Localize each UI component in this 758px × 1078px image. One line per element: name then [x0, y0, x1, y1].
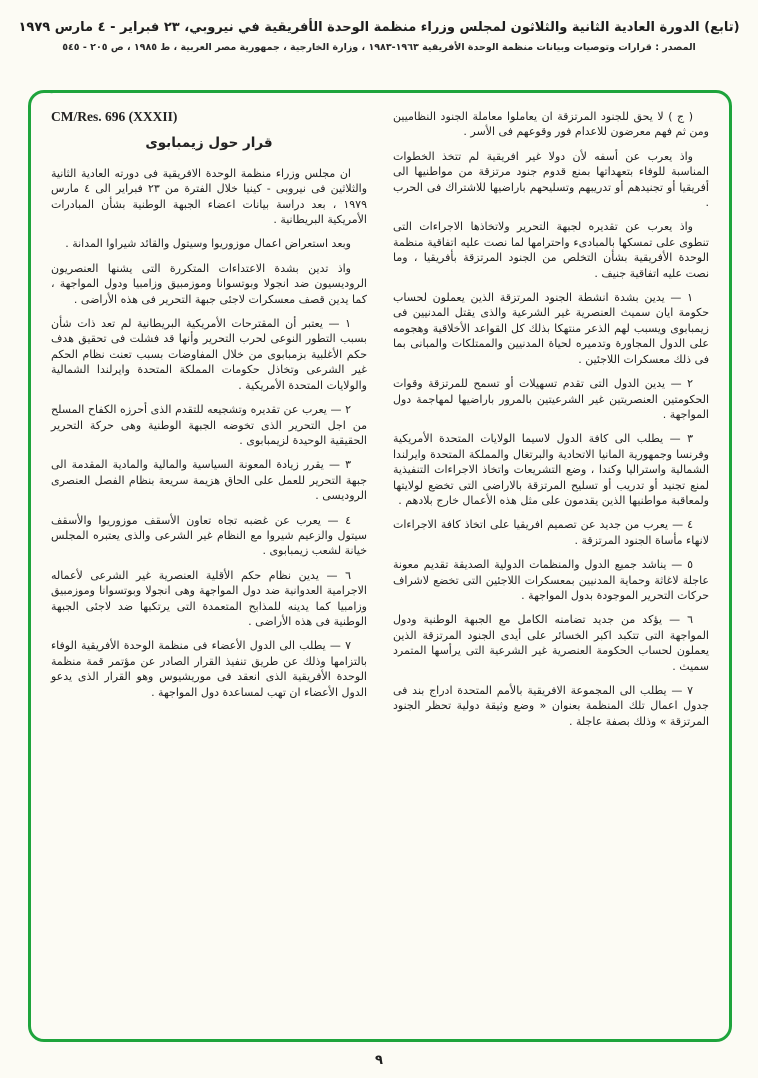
source-citation: المصدر : قرارات وتوصيات وبيانات منظمة الوحدة الأفريقية ١٩٦٣-١٩٨٣ ، وزارة الخارجية ، جمهورية مصر العربية ، ط ١٩٨٥ ، ص ٢٠٥ - ٥٤٥ — [62, 42, 696, 53]
document-frame — [28, 90, 732, 1042]
resolution-id: CM/Res. 696 (XXXII) — [51, 109, 178, 124]
paragraph: ٧ — يطلب الى الدول الأعضاء فى منظمة الوحدة الأفريقية الوفاء بالتزامها وذلك عن طريق تنفيذ القرار الصادر عن مؤتمر قمة منظمة الوحدة الأفريقية الذى انعقد فى موريشيوس وهو القرار الذى يدعو الدول الأعضاء ان تهب لمساعدة دول المواجهة . — [51, 639, 367, 699]
paragraph: ٢ — يعرب عن تقديره وتشجيعه للتقدم الذى أحرزه الكفاح المسلح من اجل التحرير الذى تخوضه الجبهة الوطنية وهى حركة التحرير الحقيقية الوحيدة لزيمبابوى . — [51, 403, 367, 447]
paragraph: واذ يعرب عن أسفه لأن دولا غير افريقية لم تتخذ الخطوات المناسبة للوفاء بتعهداتها بمنع قدوم جنود مرتزقة من مواطنيها الى أفريقيا أو تجنيدهم أو تدريبهم وتسليحهم باراضيها للاشتراك فى الحرب . — [393, 149, 709, 210]
paragraph: ٧ — يطلب الى المجموعة الافريقية بالأمم المتحدة ادراج بند فى جدول اعمال تلك المنظمة بعنوان « وضع وثيقة دولية تحظر الجنود المرتزقة » وذلك بصفة عاجلة . — [393, 684, 709, 728]
column-zimbabwe-resolution — [51, 109, 367, 1029]
paragraph: ٦ — يؤكد من جديد تضامنه الكامل مع الجبهة الوطنية ودول المواجهة التى تتكبد اكبر الخسائر على أيدى الجنود المرتزقة الذين يعملون لحساب الحكومة العنصرية غير الشرعية التى يرأسها المتمرد سميث . — [393, 613, 709, 673]
paragraph: ( ج ) لا يحق للجنود المرتزقة ان يعاملوا معاملة الجنود النظاميين ومن ثم فهم معرضون للاعدام فور وقوعهم فى الأسر . — [393, 110, 709, 139]
paragraph: ٣ — يقرر زيادة المعونة السياسية والمالية والمادية المقدمة الى جبهة التحرير للعمل على الحاق هزيمة سريعة بنظام الفصل العنصرى الروديسى . — [51, 458, 367, 503]
column-mercenaries-resolution — [393, 109, 709, 1029]
paragraph: ١ — يدين بشدة انشطة الجنود المرتزقة الذين يعملون لحساب حكومة ايان سميث العنصرية غير الشرعية والذى يقتل المدنيين فى زيمبابوى ويسبب لهم الذعر منتهكا بذلك كل القواعد الأخلاقية وهجومه على الدول المجاورة وتدميره لحياة المدنيين والممتلكات والمبانى بما فى ذلك معسكرات اللاجئين . — [393, 291, 709, 366]
pen-mark-icon — [44, 90, 63, 95]
two-column-layout — [51, 109, 709, 1029]
paragraph: ٢ — يدين الدول التى تقدم تسهيلات أو تسمح للمرتزقة وقوات الحكومتين العنصريتين غير الشرعيتين بالمرور باراضيها لمهاجمة دول المواجهة . — [393, 377, 709, 421]
paragraph: ان مجلس وزراء منظمة الوحدة الافريقية فى دورته العادية الثانية والثلاثين فى نيروبى - كينيا خلال الفترة من ٢٣ فبراير الى ٤ مارس ١٩٧٩ ، بعد دراسة بيانات اعضاء الجبهة الوطنية بشأن المبادرات الأمريكية البريطانية . — [51, 166, 368, 227]
paragraph: ٤ — يعرب عن غضبه تجاه تعاون الأسقف موزوريوا والأسقف سيتول والزعيم شيروا مع النظام غير الشرعى والذى يعتبره المجلس خيانة لشعب زيمبابوى . — [51, 513, 367, 558]
paragraph: واذ يعرب عن تقديره لجبهة التحرير ولاتخاذها الاجراءات التى تنطوى على تمسكها بالمبادىء واحترامها لما نصت عليه اتفاقية منظمة الوحدة الأفريقية بشأن التخلص من الجنود المرتزقة بأفريقيا ، وما نصت عليه اتفاقية جنيف . — [393, 220, 709, 280]
paragraph: وبعد استعراض اعمال موزوريوا وسيتول والقائد شيراوا المدانة . — [65, 237, 351, 251]
paragraph: ٦ — يدين نظام حكم الأقلية العنصرية غير الشرعى لأعماله الاجرامية العدوانية ضد دول المواجهة وهى انجولا وبوتسوانا وموزمبيق وزامبيا كما يدينه للمذابح المتعمدة التى يرتكبها ضد لاجئى الجبهة الوطنية فى هذه الأراضى . — [51, 568, 367, 628]
paragraph: ٣ — يطلب الى كافة الدول لاسيما الولايات المتحدة الأمريكية وفرنسا وجمهورية المانيا الاتحادية والبرتغال والمملكة المتحدة وايرلندا الشمالية واستراليا وكندا ، وضع التشريعات واتخاذ الاجراءات التنفيذية لمنع تجنيد أو تدريب أو تسليح المرتزقة بالاراضى التى تخضع لولايتها ولمعاقبة مواطنيها الذين يقدمون على مثل هذه الأعمال خارج بلادهم . — [393, 432, 709, 507]
paragraph: واذ تدين بشدة الاعتداءات المتكررة التى يشنها العنصريون الروديسيون ضد انجولا وبوتسوانا وموزمبيق وزامبيا ودول المواجهة ، كما يدين قصف معسكرات لاجئى جبهة التحرير فى هذه الأراضى . — [51, 261, 367, 306]
paragraph: ٤ — يعرب من جديد عن تصميم افريقيا على اتخاذ كافة الاجراءات لانهاء مأساة الجنود المرتزقة . — [393, 518, 709, 547]
page-number: ٩ — [375, 1053, 383, 1068]
paragraph: ٥ — يناشد جميع الدول والمنظمات الدولية الصديقة تقديم معونة عاجلة لاغاثة وحماية المدنيين بمعسكرات اللاجئين التى تخضع لاشراف حركات التحرير الموجودة بدول المواجهة . — [393, 558, 709, 602]
session-title: (تابع) الدورة العادية الثانية والثلاثون لمجلس وزراء منظمة الوحدة الأفريقية في نيروبي، ٢٣ فبراير - ٤ مارس ١٩٧٩ — [18, 20, 740, 35]
paragraph: ١ — يعتبر أن المقترحات الأمريكية البريطانية لم تعد ذات شأن بسبب التطور النوعى لحرب التحرير وأنها قد فشلت فى تحقيق هدف حكم الأغلبية بزمبابوى من خلال المفاوضات بسبب تعنت نظام الحكم غير الشرعى وتخاذل حكومات المملكة المتحدة وايرلندا الشمالية والولايات المتحدة الأمريكية . — [51, 317, 367, 392]
resolution-title: قرار حول زيمبابوى — [145, 135, 273, 152]
page-header — [0, 0, 758, 53]
